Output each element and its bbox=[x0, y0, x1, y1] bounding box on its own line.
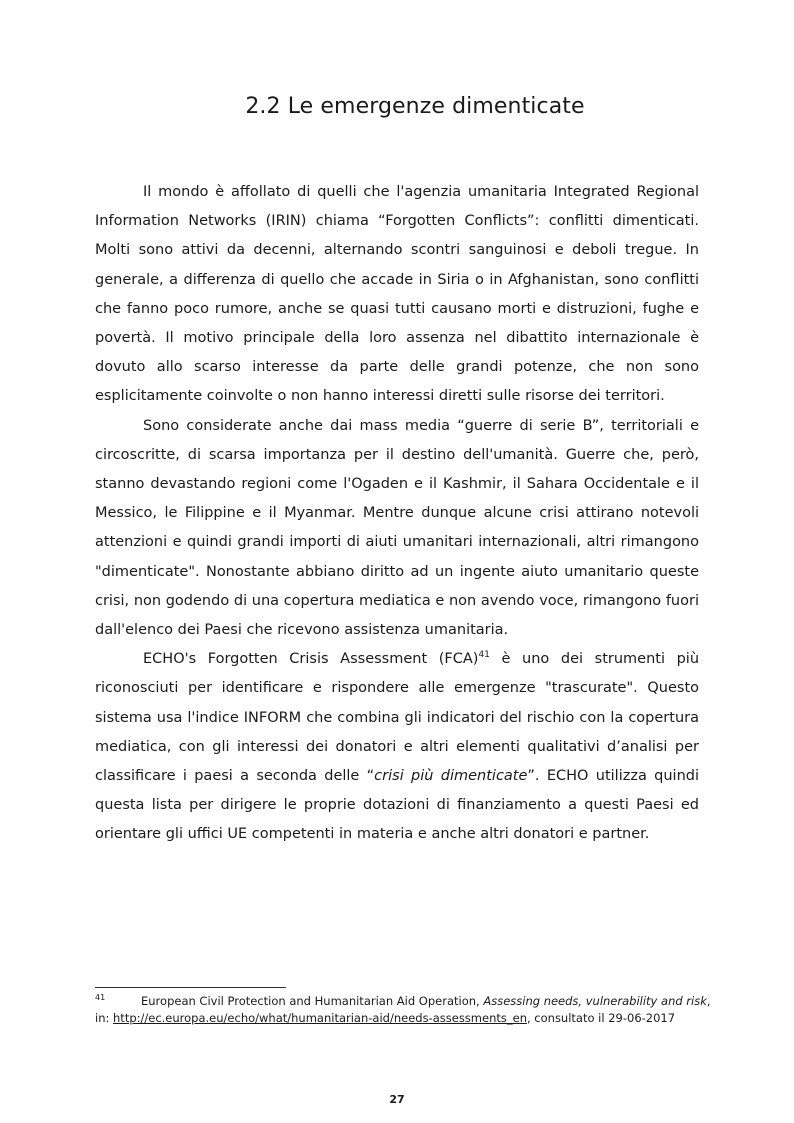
paragraph-echo-fca bbox=[95, 645, 699, 849]
footnote-link[interactable]: http://ec.europa.eu/echo/what/humanitarian-aid/needs-assessments_en bbox=[113, 1011, 527, 1025]
paragraph-text: ”. ECHO utilizza quindi questa lista per dirigere le proprie dotazioni di finanziamento a questi Paesi ed orientare gli uffici UE competenti in materia e anche altri donatori e partner. bbox=[95, 768, 699, 843]
footnote-divider bbox=[95, 987, 286, 988]
footnote: 41 European Civil Protection and Humanitarian Aid Operation, Assessing needs, vulnerability and risk, in: http://ec.europa.eu/echo/what/humanitarian-aid/needs-assessments_en, consultato il 29-06-2017 bbox=[95, 993, 711, 1025]
paragraph-text: ECHO's Forgotten Crisis Assessment (FCA) bbox=[143, 651, 479, 668]
emphasized-text: crisi più dimenticate bbox=[374, 768, 528, 785]
footnote-text: , consultato il 29-06-2017 bbox=[526, 1011, 676, 1025]
footnote-title: Assessing needs, vulnerability and risk bbox=[483, 994, 707, 1008]
footnote-reference[interactable]: 41 bbox=[478, 650, 490, 661]
body-text bbox=[95, 178, 699, 850]
paragraph-forgotten-conflicts: Il mondo è affollato di quelli che l'agenzia umanitaria Integrated Regional Information Networks (IRIN) chiama “Forgotten Conflicts”: conflitti dimenticati. Molti sono attivi da decenni, alternando scontri sanguinosi e deboli tregue. In generale, a differenza di quello che accade in Siria o in Afghanistan, sono conflitti che fanno poco rumore, anche se quasi tutti causano morti e distruzioni, fughe e povertà. Il motivo principale della loro assenza nel dibattito internazionale è dovuto allo scarso interesse da parte delle grandi potenze, che non sono esplicitamente coinvolte o non hanno interessi diretti sulle risorse dei territori. bbox=[95, 184, 699, 405]
footnote-text: , in: bbox=[95, 994, 711, 1025]
page-number: 27 bbox=[389, 1093, 405, 1106]
paragraph-b-series-wars: Sono considerate anche dai mass media “guerre di serie B”, territoriali e circoscritte, di scarsa importanza per il destino dell'umanità. Guerre che, però, stanno devastando regioni come l'Ogaden e il Kashmir, il Sahara Occidentale e il Messico, le Filippine e il Myanmar. Mentre dunque alcune crisi attirano notevoli attenzioni e quindi grandi importi di aiuti umanitari internazionali, altri rimangono "dimenticate". Nonostante abbiano diritto ad un ingente aiuto umanitario queste crisi, non godendo di una copertura mediatica e non avendo voce, rimangono fuori dall'elenco dei Paesi che ricevono assistenza umanitaria. bbox=[95, 417, 699, 639]
paragraph-text: è uno dei strumenti più riconosciuti per identificare e rispondere alle emergenze "trascurate". Questo sistema usa l'indice INFORM che combina gli indicatori del rischio con la copertura mediatica, con gli interessi dei donatori e altri elementi qualitativi d’analisi per classificare i paesi a seconda delle “ bbox=[95, 651, 700, 785]
section-heading: 2.2 Le emergenze dimenticate bbox=[245, 94, 585, 119]
footnote-text: European Civil Protection and Humanitarian Aid Operation, bbox=[141, 994, 484, 1008]
